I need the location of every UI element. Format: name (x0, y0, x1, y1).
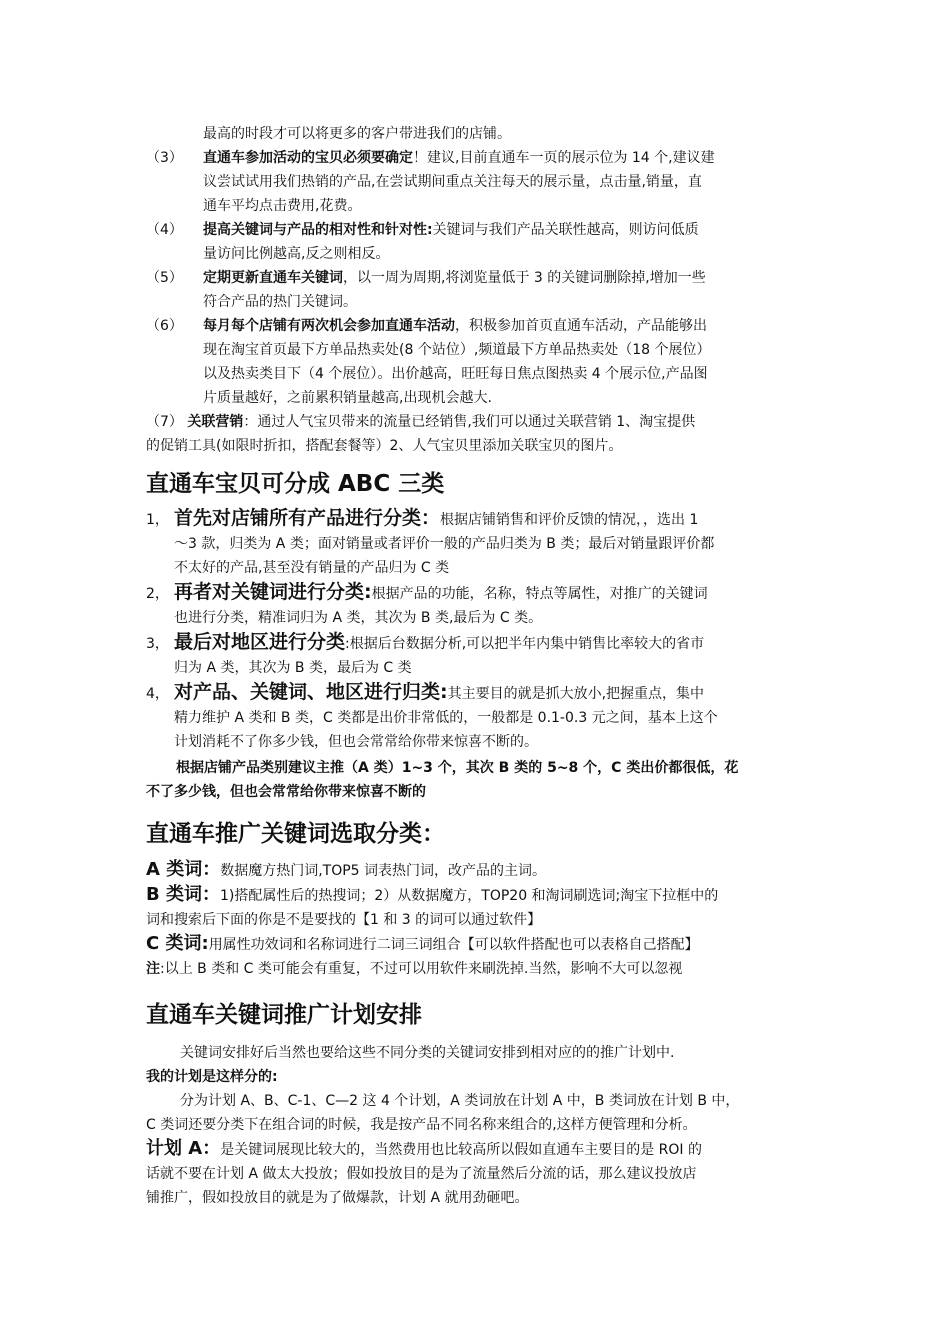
plan-paragraph: C 类词还要分类下在组合词的时候，我是按产品不同名称来组合的,这样方便管理和分析。 (146, 1117, 697, 1133)
tip-heading: 提高关键词与产品的相对性和针对性: (203, 222, 433, 238)
plan-subheading: 我的计划是这样分的: (146, 1069, 278, 1085)
abc-number: 2， (146, 586, 169, 602)
tip-item-4 (146, 218, 810, 266)
tip-text: 关键词与我们产品关联性越高，则访问低质 (432, 222, 699, 238)
abc-text: 其主要目的就是抓大放小,把握重点，集中 (447, 686, 705, 702)
plan-paragraph: 分为计划 A、B、C-1、C—2 这 4 个计划，A 类词放在计划 A 中，B 类词放在计划 B 中， (180, 1093, 740, 1109)
plan-a-label: 计划 A： (146, 1138, 221, 1159)
tip-text: ，积极参加首页直通车活动，产品能够出 (455, 318, 707, 334)
abc-item-3 (146, 630, 810, 680)
kw-b-text: 1)搭配属性后的热搜词；2）从数据魔方，TOP20 和淘词刷选词;淘宝下拉框中的 (220, 888, 719, 904)
tip-text: ，以一周为周期,将浏览量低于 3 的关键词删除掉,增加一些 (343, 270, 706, 286)
abc-number: 4， (146, 686, 169, 702)
tip-text: ！建议,目前直通车一页的展示位为 14 个,建议建 (413, 150, 715, 166)
intro-tail: 最高的时段才可以将更多的客户带进我们的店铺。 (203, 126, 511, 142)
abc-heading: 首先对店铺所有产品进行分类： (174, 507, 441, 529)
kw-a-text: 数据魔方热门词,TOP5 词表热门词，改产品的主词。 (220, 863, 547, 879)
abc-text: 计划消耗不了你多少钱，但也会常常给你带来惊喜不断的。 (174, 734, 538, 750)
abc-text: ～3 款，归类为 A 类；面对销量或者评价一般的产品归类为 B 类；最后对销量跟评价都 (174, 536, 715, 552)
abc-text: 也进行分类，精准词归为 A 类，其次为 B 类,最后为 C 类。 (174, 610, 543, 626)
tip-heading: 每月每个店铺有两次机会参加直通车活动 (203, 318, 455, 334)
abc-item-1 (146, 506, 810, 580)
section-title-keywords: 直通车推广关键词选取分类： (146, 821, 445, 847)
plan-a-text: 是关键词展现比较大的，当然费用也比较高所以假如直通车主要目的是 ROI 的 (220, 1142, 702, 1158)
kw-b-label: B 类词： (146, 884, 220, 905)
tip-text: 通车平均点击费用,花费。 (203, 198, 362, 214)
abc-item-2 (146, 580, 810, 630)
kw-note-text: :以上 B 类和 C 类可能会有重复，不过可以用软件来刷洗掉.当然，影响不大可以忽视 (160, 961, 683, 977)
tip-item-5 (146, 266, 810, 314)
abc-text: 归为 A 类，其次为 B 类，最后为 C 类 (174, 660, 412, 676)
kw-a-label: A 类词： (146, 859, 221, 880)
abc-heading: 对产品、关键词、地区进行归类: (174, 681, 448, 703)
tip-number: （7） (146, 414, 183, 430)
kw-b-text: 词和搜索后下面的你是不是要找的【1 和 3 的词可以通过软件】 (146, 912, 542, 928)
abc-item-4 (146, 680, 810, 754)
section-title-plan: 直通车关键词推广计划安排 (146, 1002, 422, 1028)
abc-text: 根据产品的功能，名称，特点等属性，对推广的关键词 (371, 586, 708, 602)
tip-number: （6） (146, 318, 183, 334)
section-title-abc: 直通车宝贝可分成 ABC 三类 (146, 471, 445, 497)
abc-text: 根据店铺销售和评价反馈的情况，，选出 1 (440, 512, 699, 528)
abc-text: 精力维护 A 类和 B 类，C 类都是出价非常低的，一般都是 0.1-0.3 元之间，基本上这个 (174, 710, 718, 726)
tip-text: 的促销工具(如限时折扣，搭配套餐等）2、人气宝贝里添加关联宝贝的图片。 (146, 438, 623, 454)
tip-number: （4） (146, 222, 183, 238)
abc-heading: 最后对地区进行分类 (174, 631, 346, 653)
tip-text: 以及热卖类目下（4 个展位）。出价越高，旺旺每日焦点图热卖 4 个展示位,产品图 (203, 366, 708, 382)
abc-text: :根据后台数据分析,可以把半年内集中销售比率较大的省市 (345, 636, 705, 652)
tip-heading: 直通车参加活动的宝贝必须要确定 (203, 150, 413, 166)
kw-note-label: 注 (146, 961, 160, 977)
kw-c-text: 用属性功效词和名称词进行二词三词组合【可以软件搭配也可以表格自己搭配】 (208, 937, 699, 953)
abc-summary: 根据店铺产品类别建议主推（A 类）1~3 个，其次 B 类的 5~8 个，C 类出价都很低，花 (176, 760, 739, 776)
tip-text: 量访问比例越高,反之则相反。 (203, 246, 390, 262)
tip-item-6 (146, 314, 810, 410)
tip-text: 议尝试试用我们热销的产品,在尝试期间重点关注每天的展示量，点击量,销量，直 (203, 174, 702, 190)
plan-a-text: 话就不要在计划 A 做太大投放；假如投放目的是为了流量然后分流的话，那么建议投放店 (146, 1166, 697, 1182)
tip-text: 现在淘宝首页最下方单品热卖处(8 个站位）,频道最下方单品热卖处（18 个展位） (203, 342, 711, 358)
abc-number: 3， (146, 636, 169, 652)
tip-text: ：通过人气宝贝带来的流量已经销售,我们可以通过关联营销 1、淘宝提供 (243, 414, 696, 430)
plan-paragraph: 关键词安排好后当然也要给这些不同分类的关键词安排到相对应的的推广计划中. (180, 1045, 675, 1061)
abc-summary: 不了多少钱，但也会常常给你带来惊喜不断的 (146, 784, 426, 800)
tip-heading: 关联营销 (187, 414, 244, 430)
tip-item-7 (146, 410, 810, 458)
tip-number: （3） (146, 150, 183, 166)
tip-text: 符合产品的热门关键词。 (203, 294, 357, 310)
document-content (146, 122, 810, 1210)
abc-heading: 再者对关键词进行分类: (174, 581, 372, 603)
abc-text: 不太好的产品,甚至没有销量的产品归为 C 类 (174, 560, 450, 576)
abc-number: 1， (146, 512, 169, 528)
tip-item-3 (146, 146, 810, 218)
tip-number: （5） (146, 270, 183, 286)
tip-text: 片质量越好，之前累积销量越高,出现机会越大. (203, 390, 492, 406)
kw-c-label: C 类词: (146, 933, 209, 954)
plan-a-text: 铺推广，假如投放目的就是为了做爆款，计划 A 就用劲砸吧。 (146, 1190, 529, 1206)
tip-heading: 定期更新直通车关键词 (203, 270, 343, 286)
